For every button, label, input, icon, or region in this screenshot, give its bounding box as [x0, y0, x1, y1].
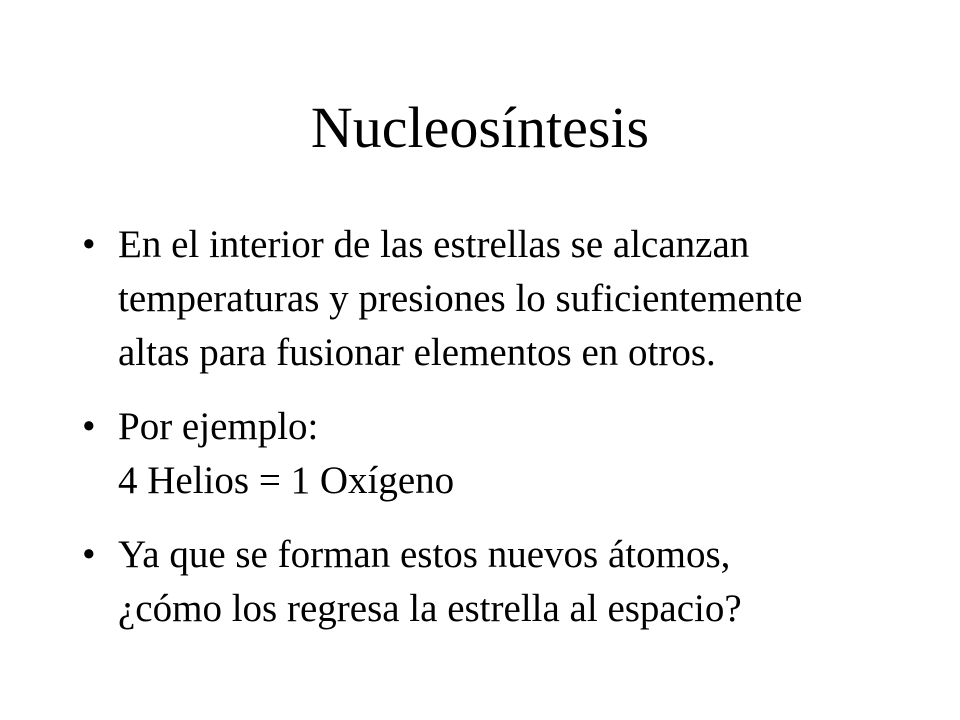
bullet-text-line: Ya que se forman estos nuevos átomos,	[118, 533, 731, 576]
bullet-dot-icon: •	[82, 405, 96, 448]
bullet-text-line: altas para fusionar elementos en otros.	[118, 331, 716, 374]
bullet-text-line: 4 Helios = 1 Oxígeno	[118, 459, 455, 502]
bullet-dot-icon: •	[82, 223, 96, 266]
slide-title: Nucleosíntesis	[310, 95, 650, 160]
bullet-item-question	[80, 528, 900, 636]
bullet-item-interior	[80, 218, 900, 380]
bullet-text-line: ¿cómo los regresa la estrella al espacio?	[118, 587, 742, 630]
bullet-item-example	[80, 400, 900, 508]
bullet-text-line: En el interior de las estrellas se alcanzan	[118, 223, 750, 266]
bullet-dot-icon: •	[82, 533, 96, 576]
bullet-text-line: Por ejemplo:	[118, 405, 319, 448]
bullet-text-line: temperaturas y presiones lo suficientemente	[118, 277, 803, 320]
bullet-list	[80, 218, 900, 656]
